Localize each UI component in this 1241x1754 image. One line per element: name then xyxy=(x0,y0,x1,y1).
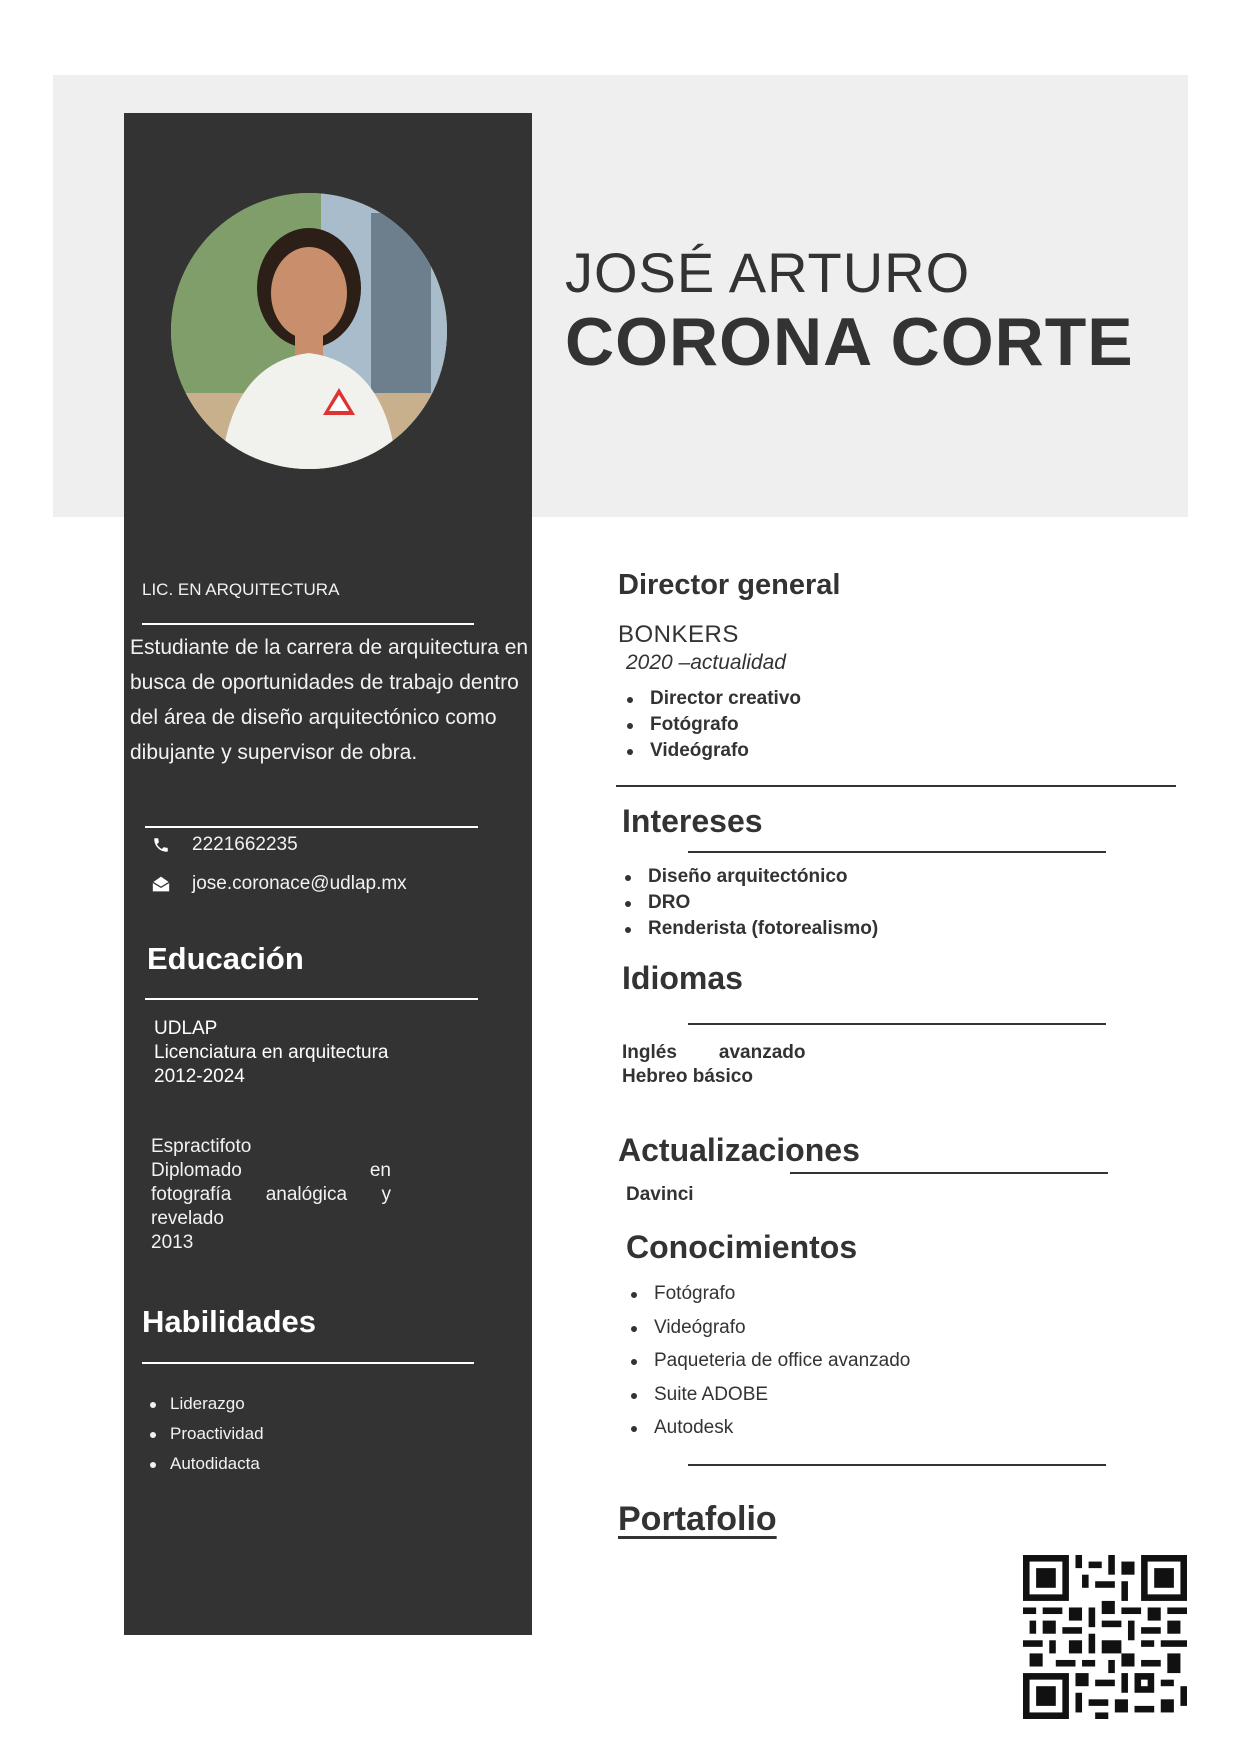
skills-list xyxy=(148,1389,264,1479)
language-level: avanzado xyxy=(718,1042,806,1063)
school-name: UDLAP xyxy=(154,1018,218,1039)
roles-list xyxy=(624,686,801,764)
list-item: Liderazgo xyxy=(148,1389,264,1419)
list-item: Director creativo xyxy=(624,686,801,712)
first-name: JOSÉ ARTURO xyxy=(565,241,971,304)
program-line: fotografía analógica y xyxy=(151,1184,391,1205)
list-item: Proactividad xyxy=(148,1419,264,1449)
list-item: Fotógrafo xyxy=(624,712,801,738)
skills-heading: Habilidades xyxy=(142,1304,316,1339)
list-item: Paqueteria de office avanzado xyxy=(628,1344,910,1378)
education-heading: Educación xyxy=(147,941,304,976)
profile-photo xyxy=(171,193,447,469)
list-item: Autodesk xyxy=(628,1411,910,1445)
divider xyxy=(688,851,1106,853)
language-name: Hebreo xyxy=(622,1066,688,1087)
phone-number: 2221662235 xyxy=(192,834,298,855)
email-address: jose.coronace@udlap.mx xyxy=(192,873,407,894)
job-title: Director general xyxy=(618,569,841,601)
language-row xyxy=(622,1041,806,1065)
school-name: Espractifoto xyxy=(151,1136,252,1157)
updates-heading: Actualizaciones xyxy=(618,1132,860,1168)
phone-icon xyxy=(150,834,172,856)
update-item: Davinci xyxy=(626,1184,694,1205)
list-item: Fotógrafo xyxy=(628,1277,910,1311)
company-name: BONKERS xyxy=(618,621,739,648)
divider xyxy=(688,1023,1106,1025)
language-row xyxy=(622,1065,753,1089)
contact-phone xyxy=(150,834,298,856)
program-name: Licenciatura en arquitectura xyxy=(154,1042,389,1063)
language-level: básico xyxy=(692,1066,753,1087)
divider xyxy=(790,1172,1108,1174)
envelope-icon xyxy=(150,873,172,895)
divider xyxy=(142,1362,474,1364)
interests-list xyxy=(622,864,878,942)
list-item: Videógrafo xyxy=(624,738,801,764)
program-line: Diplomado en xyxy=(151,1160,391,1181)
list-item: Suite ADOBE xyxy=(628,1378,910,1412)
knowledge-list xyxy=(628,1277,910,1445)
list-item: Diseño arquitectónico xyxy=(622,864,878,890)
languages-heading: Idiomas xyxy=(622,960,743,996)
education-years: 2012-2024 xyxy=(154,1066,245,1087)
knowledge-heading: Conocimientos xyxy=(626,1229,858,1265)
language-name: Inglés xyxy=(622,1042,677,1063)
education-item xyxy=(154,1017,388,1089)
portfolio-link[interactable]: Portafolio xyxy=(618,1500,777,1538)
last-name: CORONA CORTE xyxy=(565,304,1134,380)
list-item: Videógrafo xyxy=(628,1311,910,1345)
program-line: revelado xyxy=(151,1208,224,1229)
list-item: Autodidacta xyxy=(148,1449,264,1479)
summary: Estudiante de la carrera de arquitectura en busca de oportunidades de trabajo dentro del área de diseño arquitectónico como dibujante y supervisor de obra. xyxy=(130,636,529,764)
divider xyxy=(616,785,1176,787)
education-item xyxy=(151,1135,391,1255)
job-period: 2020 –actualidad xyxy=(626,651,786,674)
qr-code[interactable] xyxy=(1023,1555,1187,1719)
contact-email xyxy=(150,873,407,895)
education-years: 2013 xyxy=(151,1232,194,1253)
divider xyxy=(145,998,478,1000)
divider xyxy=(142,623,474,625)
divider xyxy=(688,1464,1106,1466)
divider xyxy=(145,826,478,828)
list-item: Renderista (fotorealismo) xyxy=(622,916,878,942)
profession: LIC. EN ARQUITECTURA xyxy=(142,580,340,599)
interests-heading: Intereses xyxy=(622,803,763,839)
list-item: DRO xyxy=(622,890,878,916)
